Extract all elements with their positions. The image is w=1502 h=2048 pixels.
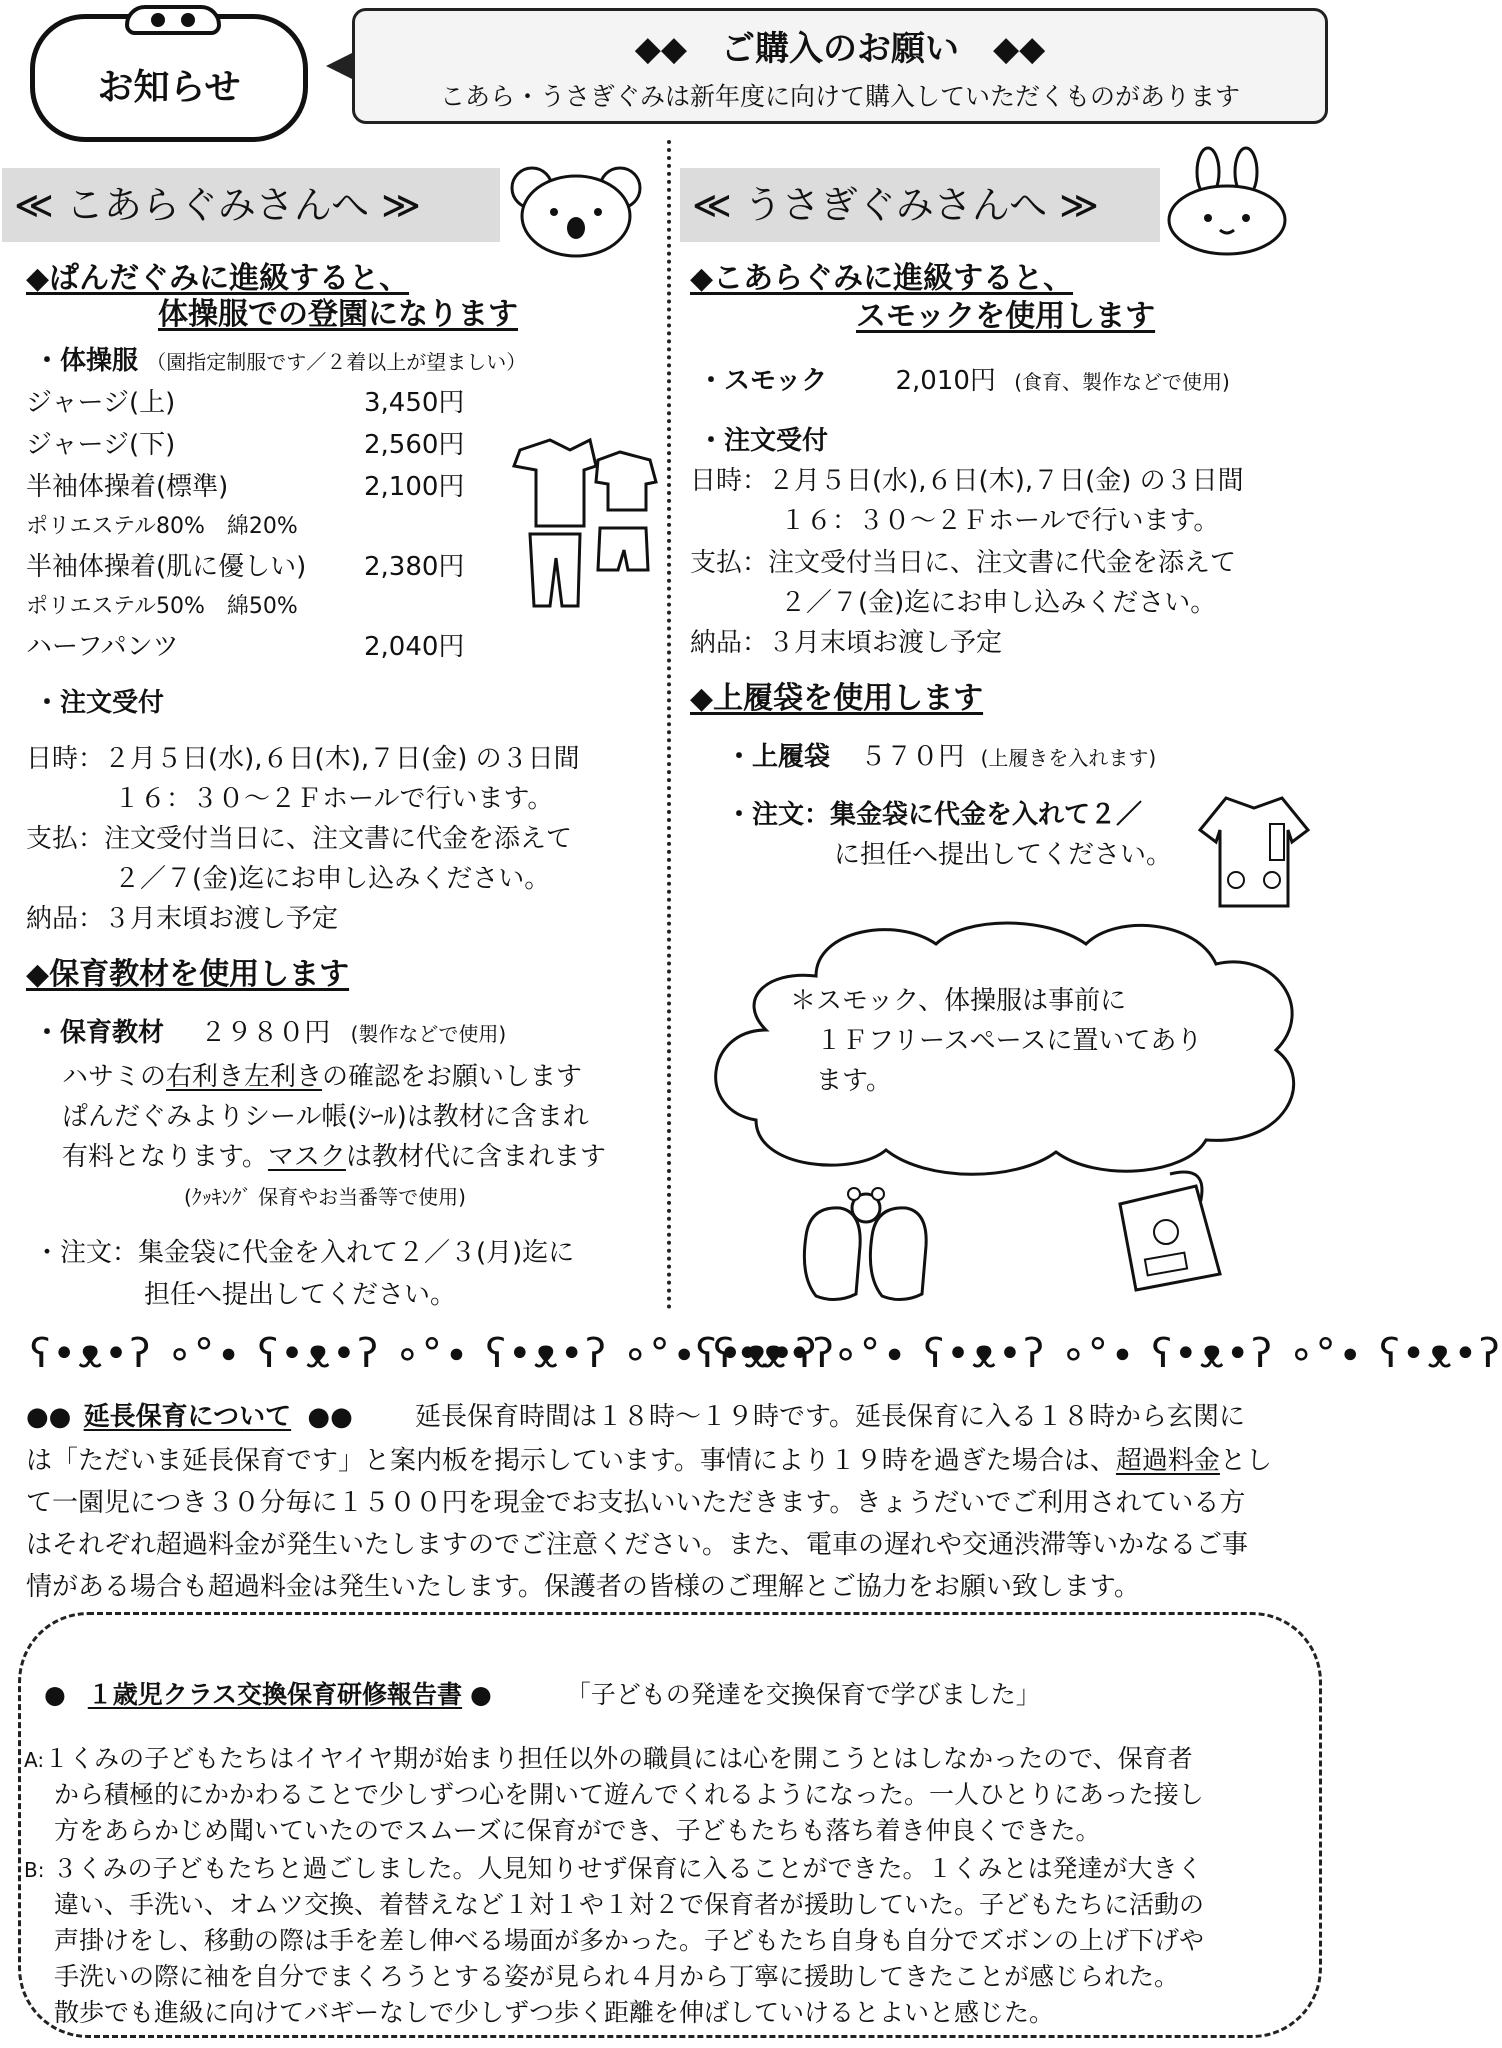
gym-item-price: 2,040円 [364, 632, 465, 662]
rabbit-heading: ≪ うさぎぐみさんへ ≫ [680, 168, 1160, 242]
header-callout [352, 8, 1328, 124]
koala-order-label: ・注文受付 [34, 688, 165, 718]
cloud-line1: ＊スモック、体操服は事前に [790, 986, 1127, 1016]
koala-promo-line1: ◆ぱんだぐみに進級すると、 [26, 261, 410, 296]
report-title: １歳児クラス交換保育研修報告書 [87, 1680, 463, 1709]
extended-text-underlined: 超過料金 [1115, 1446, 1220, 1476]
report-b-line3: 声掛けをし、移動の際は手を差し伸べる場面が多かった。子どもたち自身も自分でズボンの上げ下げや [54, 1926, 1205, 1955]
rabbit-promo-line2: スモックを使用します [856, 299, 1156, 334]
gym-item: ハーフパンツ [26, 632, 179, 662]
report-b-line2: 違い、手洗い、オムツ交換、着替えなど１対１や１対２で保育者が援助していた。子どもたちに活動の [54, 1890, 1205, 1919]
report-title-row [44, 1678, 1041, 1712]
material-line1 [62, 1060, 582, 1094]
header-title: ◆◆ ご購入のお願い ◆◆ [634, 29, 1046, 69]
report-a-line1 [24, 1742, 1193, 1777]
report-a-line3: 方をあらかじめ聞いていたのでスムーズに保育ができ、子どもたちも落ち着き仲良くできた。 [54, 1816, 1101, 1845]
report-text: １くみの子どもたちはイヤイヤ期が始まり担任以外の職員には心を開こうとはしなかったので、保育者 [44, 1744, 1193, 1773]
material-line3 [62, 1140, 606, 1174]
extended-text: は「ただいま延長保育です」と案内板を掲示しています。事情により１９時を過ぎた場合は、 [26, 1446, 1116, 1476]
gym-item-price: 2,100円 [364, 472, 465, 502]
shoebag-order1: ・注文：集金袋に代金を入れて２／ [726, 800, 1143, 830]
extended-text: とし [1219, 1446, 1272, 1476]
gym-item-price: 3,450円 [364, 388, 465, 418]
gym-item: ジャージ(上) [26, 388, 176, 418]
koala-date-line2: １６：３０～２Ｆホールで行います。 [114, 784, 554, 814]
extended-heading-suffix: ●● [307, 1402, 353, 1432]
material-line2: ぱんだぐみよりシール帳(ｼｰﾙ)は教材に含まれ [62, 1102, 589, 1132]
gym-item-price: 2,380円 [364, 552, 465, 582]
rabbit-order-label: ・注文受付 [698, 426, 829, 456]
extended-line5: 情がある場合も超過料金は発生いたします。保護者の皆様のご理解とご協力をお願い致します。 [26, 1572, 1140, 1602]
report-b-label: B: [24, 1858, 45, 1882]
gym-item: 半袖体操着(肌に優しい) [26, 552, 307, 582]
smock-note: (食育、製作などで使用) [1014, 370, 1230, 394]
material-text: 有料となります。 [62, 1142, 268, 1172]
report-a-line2: から積極的にかかわることで少しずつ心を開いて遊んでくれるようになった。一人ひとりにあった接し [54, 1780, 1204, 1809]
koala-promo-line2: 体操服での登園になります [158, 297, 518, 332]
notice-badge [30, 14, 308, 142]
chick-divider-left-icon: ʕ•ᴥ•ʔ ∘°∙ ʕ•ᴥ•ʔ ∘°∙ ʕ•ᴥ•ʔ ∘°∙ ʕ•ᴥ•ʔ [30, 1331, 836, 1377]
header-subtitle: こあら・うさぎぐみは新年度に向けて購入していただくものがあります [439, 82, 1240, 111]
gym-clothes-illustration [500, 430, 660, 610]
rabbit-delivery: 納品：３月末頃お渡し予定 [690, 628, 1003, 658]
extended-line3: て一園児につき３０分毎に１５００円を現金でお支払いいただきます。きょうだいでご利用されている方 [26, 1488, 1246, 1518]
report-b-line4: 手洗いの際に袖を自分でまくろうとする姿が見られ４月から丁寧に援助してきたことが感じられた。 [54, 1962, 1180, 1991]
rabbit-date-line2: １６：３０～２Ｆホールで行います。 [780, 506, 1220, 536]
shoes-illustration [796, 1186, 936, 1306]
cloud-line3: ます。 [816, 1066, 892, 1096]
report-b-line5: 散歩でも進級に向けてバギーなしで少しずつ歩く距離を伸ばしていけるとよいと感じた。 [54, 1998, 1055, 2027]
notice-label: お知らせ [97, 67, 241, 108]
gym-note: （園指定制服です／２着以上が望ましい） [146, 350, 527, 374]
callout-tail [326, 52, 354, 80]
rabbit-promo-line1: ◆こあらぐみに進級すると、 [690, 261, 1074, 296]
material-line4: (ｸｯｷﾝｸﾞ 保育やお当番等で使用) [184, 1185, 466, 1209]
shoebag-row [726, 740, 1156, 775]
report-title-prefix: ● [44, 1680, 66, 1709]
gym-label: ・体操服 [34, 346, 139, 376]
character-face-icon [125, 5, 221, 35]
shoebag-label: ・上履袋 [726, 742, 831, 772]
gym-item-material: ポリエステル50% 綿50% [26, 594, 298, 619]
report-subtitle: 「子どもの発達を交換保育で学びました」 [565, 1680, 1041, 1709]
gym-item-material: ポリエステル80% 綿20% [26, 514, 298, 539]
material-price: ２９８０円 [200, 1018, 331, 1048]
extended-line4: はそれぞれ超過料金が発生いたしますのでご注意ください。また、電車の遅れや交通渋滞等いかなるご事 [26, 1530, 1249, 1560]
material-text: ハサミの [62, 1062, 167, 1092]
material-text-underlined: マスク [267, 1142, 346, 1172]
extended-heading-prefix: ●● [26, 1402, 72, 1432]
gym-item: 半袖体操着(標準) [26, 472, 229, 502]
koala-order2-line2: 担任へ提出してください。 [144, 1280, 457, 1310]
koala-icon [510, 160, 642, 260]
column-divider [667, 140, 671, 1310]
koala-date-line1: 日時：２月５日(水),６日(木),７日(金) の３日間 [26, 744, 580, 774]
smock-label: ・スモック [698, 366, 828, 396]
gym-item: ジャージ(下) [26, 430, 176, 460]
extended-heading-row [26, 1400, 1245, 1434]
material-note: (製作などで使用) [350, 1022, 507, 1046]
gym-label-row [34, 344, 526, 379]
report-b-line1 [24, 1852, 1202, 1887]
smock-row [698, 364, 1230, 399]
rabbit-pay-line1: 支払：注文受付当日に、注文書に代金を添えて [690, 548, 1237, 578]
koala-pay-line2: ２／７(金)迄にお申し込みください。 [114, 864, 551, 894]
rabbit-pay-line2: ２／７(金)迄にお申し込みください。 [780, 588, 1217, 618]
shoebag-note: (上履きを入れます) [980, 746, 1157, 770]
extended-line2 [26, 1444, 1272, 1478]
chick-divider-right-icon: ʕ•ᴥ•ʔ ∘°∙ ʕ•ᴥ•ʔ ∘°∙ ʕ•ᴥ•ʔ ∘°∙ ʕ•ᴥ•ʔ [696, 1331, 1502, 1377]
material-text: は教材代に含まれます [345, 1142, 606, 1172]
report-title-suffix: ● [470, 1680, 492, 1709]
shoebag-price: ５７０円 [860, 742, 965, 772]
report-a-label: A: [24, 1748, 45, 1772]
extended-heading: 延長保育について [83, 1402, 292, 1432]
material-heading: ◆保育教材を使用します [26, 957, 350, 992]
smock-illustration [1196, 790, 1312, 912]
cloud-line2: １Ｆフリースペースに置いてあり [816, 1026, 1203, 1056]
rabbit-date-line1: 日時：２月５日(水),６日(木),７日(金) の３日間 [690, 466, 1244, 496]
material-text-underlined: 右利き左利き [166, 1062, 323, 1092]
koala-heading: ≪ こあらぐみさんへ ≫ [2, 168, 500, 242]
material-text: の確認をお願いします [322, 1062, 583, 1092]
koala-delivery: 納品：３月末頃お渡し予定 [26, 904, 339, 934]
extended-line1: 延長保育時間は１８時～１９時です。延長保育に入る１８時から玄関に [415, 1402, 1245, 1432]
shoebag-order2: に担任へ提出してください。 [834, 840, 1173, 870]
shoebag-illustration [1100, 1164, 1224, 1294]
material-label: ・保育教材 [34, 1018, 165, 1048]
smock-price: 2,010円 [895, 366, 996, 396]
koala-pay-line1: 支払：注文受付当日に、注文書に代金を添えて [26, 824, 573, 854]
report-text: ３くみの子どもたちと過ごしました。人見知りせず保育に入ることができた。１くみとは発達が大きく [52, 1854, 1203, 1883]
shoebag-heading: ◆上履袋を使用します [690, 681, 984, 716]
material-row [34, 1016, 506, 1051]
gym-item-price: 2,560円 [364, 430, 465, 460]
koala-order2-line1: ・注文：集金袋に代金を入れて２／３(月)迄に [34, 1238, 575, 1268]
rabbit-icon [1162, 148, 1292, 258]
